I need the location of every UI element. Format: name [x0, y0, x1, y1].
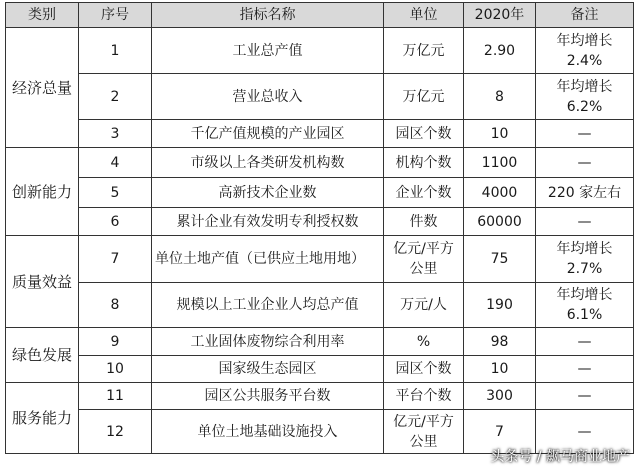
- row-no: 2: [79, 74, 152, 120]
- indicator-name: 单位土地产值（已供应土地用地）: [152, 236, 384, 283]
- table-row: [6, 208, 634, 236]
- row-no: 3: [79, 120, 152, 148]
- header-note: 备注: [536, 3, 634, 28]
- note-cell: 年均增长 2.4%: [536, 28, 634, 74]
- value-cell: 300: [464, 383, 536, 410]
- table-row: [6, 28, 634, 74]
- category-cell: 质量效益: [6, 236, 79, 328]
- table-row: [6, 356, 634, 383]
- note-cell: 220 家左右: [536, 178, 634, 208]
- indicator-name: 千亿产值规模的产业园区: [152, 120, 384, 148]
- table-row: [6, 383, 634, 410]
- note-cell: —: [536, 208, 634, 236]
- note-cell: 年均增长 6.1%: [536, 283, 634, 328]
- row-no: 5: [79, 178, 152, 208]
- note-cell: —: [536, 356, 634, 383]
- value-cell: 4000: [464, 178, 536, 208]
- unit-cell: 企业个数: [384, 178, 464, 208]
- value-cell: 190: [464, 283, 536, 328]
- unit-cell: 件数: [384, 208, 464, 236]
- table-row: [6, 328, 634, 356]
- note-cell: —: [536, 383, 634, 410]
- indicator-name: 累计企业有效发明专利授权数: [152, 208, 384, 236]
- row-no: 4: [79, 148, 152, 178]
- indicator-name: 工业总产值: [152, 28, 384, 74]
- value-cell: 98: [464, 328, 536, 356]
- indicator-name: 工业固体废物综合利用率: [152, 328, 384, 356]
- unit-cell: 亿元/平方公里: [384, 236, 464, 283]
- unit-cell: 园区个数: [384, 356, 464, 383]
- note-cell: —: [536, 410, 634, 454]
- header-name: 指标名称: [152, 3, 384, 28]
- value-cell: 10: [464, 120, 536, 148]
- note-cell: —: [536, 328, 634, 356]
- note-cell: 年均增长 2.7%: [536, 236, 634, 283]
- row-no: 10: [79, 356, 152, 383]
- unit-cell: 亿元/平方公里: [384, 410, 464, 454]
- header-unit: 单位: [384, 3, 464, 28]
- indicator-name: 营业总收入: [152, 74, 384, 120]
- table-row: [6, 120, 634, 148]
- note-cell: —: [536, 120, 634, 148]
- row-no: 1: [79, 28, 152, 74]
- value-cell: 2.90: [464, 28, 536, 74]
- row-no: 6: [79, 208, 152, 236]
- header-category: 类别: [6, 3, 79, 28]
- table-row: [6, 236, 634, 283]
- unit-cell: %: [384, 328, 464, 356]
- indicator-name: 单位土地基础设施投入: [152, 410, 384, 454]
- row-no: 9: [79, 328, 152, 356]
- value-cell: 1100: [464, 148, 536, 178]
- table-row: [6, 148, 634, 178]
- row-no: 11: [79, 383, 152, 410]
- watermark: 头条号 / 飙马商业地产: [490, 449, 630, 465]
- unit-cell: 平台个数: [384, 383, 464, 410]
- value-cell: 7: [464, 410, 536, 454]
- value-cell: 10: [464, 356, 536, 383]
- unit-cell: 机构个数: [384, 148, 464, 178]
- unit-cell: 园区个数: [384, 120, 464, 148]
- value-cell: 8: [464, 74, 536, 120]
- note-cell: 年均增长 6.2%: [536, 74, 634, 120]
- unit-cell: 万亿元: [384, 28, 464, 74]
- header-value: 2020年: [464, 3, 536, 28]
- category-cell: 绿色发展: [6, 328, 79, 383]
- row-no: 7: [79, 236, 152, 283]
- indicator-name: 高新技术企业数: [152, 178, 384, 208]
- table-row: [6, 178, 634, 208]
- table-row: [6, 283, 634, 328]
- category-cell: 经济总量: [6, 28, 79, 148]
- value-cell: 75: [464, 236, 536, 283]
- indicator-table: [5, 2, 634, 454]
- row-no: 8: [79, 283, 152, 328]
- category-cell: 创新能力: [6, 148, 79, 236]
- category-cell: 服务能力: [6, 383, 79, 454]
- unit-cell: 万亿元: [384, 74, 464, 120]
- indicator-name: 市级以上各类研发机构数: [152, 148, 384, 178]
- row-no: 12: [79, 410, 152, 454]
- indicator-name: 规模以上工业企业人均总产值: [152, 283, 384, 328]
- header-no: 序号: [79, 3, 152, 28]
- header-row: [6, 3, 634, 28]
- value-cell: 60000: [464, 208, 536, 236]
- indicator-name: 国家级生态园区: [152, 356, 384, 383]
- note-cell: —: [536, 148, 634, 178]
- table-row: [6, 74, 634, 120]
- unit-cell: 万元/人: [384, 283, 464, 328]
- indicator-name: 园区公共服务平台数: [152, 383, 384, 410]
